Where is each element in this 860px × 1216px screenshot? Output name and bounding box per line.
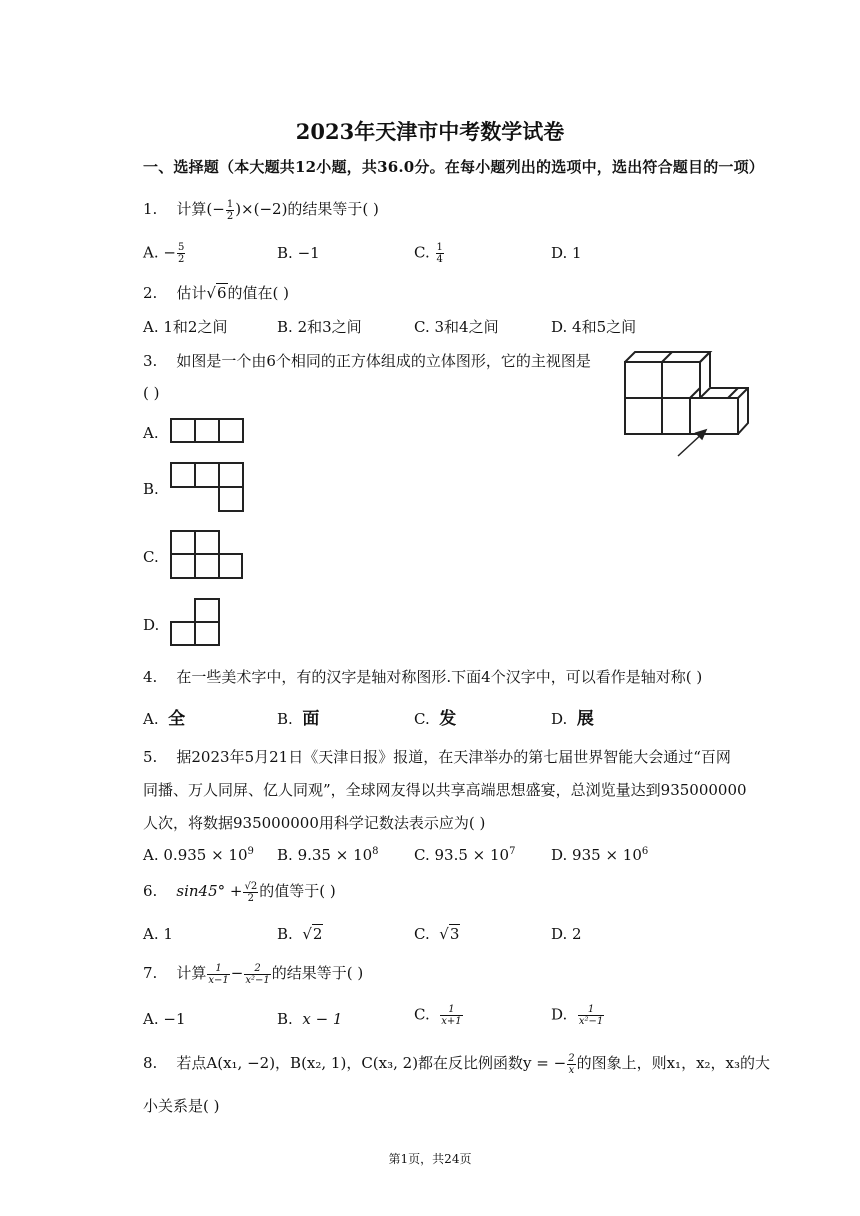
option-c-figure — [170, 530, 245, 580]
option-b: B. −1 — [277, 244, 320, 262]
question-number: 7. — [143, 964, 158, 982]
option-a: A. 1 — [143, 925, 173, 943]
question-6: 6. sin45° + $\frac{√2}{2}$ 的值等于( ) — [143, 880, 336, 904]
option-c: C. 发 — [414, 709, 457, 729]
option-d: D. 展 — [551, 709, 594, 729]
question-8-line2: 小关系是( ) — [143, 1097, 220, 1115]
question-text: 计算(− — [176, 200, 225, 218]
option-b-figure — [170, 462, 245, 514]
question-3-paren: ( ) — [143, 384, 160, 402]
page-footer: 第1页，共24页 — [388, 1152, 472, 1166]
question-number: 8. — [143, 1054, 158, 1072]
option-d: D. 2 — [551, 925, 582, 943]
question-1 — [143, 198, 379, 222]
option-d: D. $935 \times 10^6$ — [551, 846, 649, 864]
question-5: 5. 据2023年5月21日《天津日报》报道，在天津举办的第七届世界智能大会通过“百网 — [143, 748, 731, 766]
question-number: 4. — [143, 668, 158, 686]
question-number: 1. — [143, 200, 158, 218]
option-d: D. 1 — [551, 244, 582, 262]
option-b: B. 2和3之间 — [277, 318, 362, 336]
page-title: 2023年天津市中考数学试卷 — [295, 119, 565, 144]
question-5-line3: 人次，将数据935000000用科学记数法表示应为( ) — [143, 814, 486, 832]
option-d: D. $\frac{1}{\text{x²−1}}$ — [551, 1004, 604, 1027]
question-2: 2. 估计√6的值在( ) — [143, 284, 289, 302]
option-c: C. $93.5 \times 10^7$ — [414, 846, 516, 864]
option-b: B. x − 1 — [277, 1010, 343, 1028]
question-number: 3. — [143, 352, 158, 370]
option-b: B. √2 — [277, 925, 323, 943]
question-4: 4. 在一些美术字中，有的汉字是轴对称图形.下面4个汉字中，可以看作是轴对称( ) — [143, 668, 703, 686]
question-3: 3. 如图是一个由6个相同的正方体组成的立体图形，它的主视图是 — [143, 352, 591, 370]
question-text: )×(−2)的结果等于( ) — [235, 200, 379, 218]
cube-figure — [620, 350, 750, 460]
fraction: $\frac{√2}{2}$ — [244, 880, 258, 904]
option-c: C. $\frac{1}{x+1}$ — [414, 1004, 462, 1027]
question-7: 7. 计算 $\frac{1}{x-1}$ − $\frac{2}{\text{x²−1}}$ 的结果等于( ) — [143, 962, 364, 986]
option-b: B. $9.35 \times 10^8$ — [277, 846, 379, 864]
option-c: C. $\frac{1}{4}$ — [414, 242, 443, 265]
option-a: A. 1和2之间 — [143, 318, 228, 336]
square-root: √6 — [206, 284, 227, 302]
question-number: 6. — [143, 882, 158, 900]
question-5-line2: 同播、万人同屏、亿人同观”，全球网友得以共享高端思想盛宴，总浏览量达到935000000 — [143, 781, 747, 799]
option-a: A. −1 — [143, 1010, 186, 1028]
option-b: B. — [143, 480, 159, 498]
question-number: 2. — [143, 284, 158, 302]
option-c: C. — [143, 548, 159, 566]
option-b: B. 面 — [277, 709, 320, 729]
option-a: A. 全 — [143, 709, 186, 729]
option-c: C. 3和4之间 — [414, 318, 499, 336]
fraction: $\frac{1}{2}$ — [226, 198, 234, 222]
option-a-figure — [170, 418, 245, 444]
option-c: C. √3 — [414, 925, 460, 943]
option-a: A. — [143, 424, 159, 442]
section-heading: 一、选择题（本大题共12小题，共36.0分。在每小题列出的选项中，选出符合题目的一项） — [143, 158, 765, 176]
option-d-figure — [170, 598, 222, 648]
option-a: A. $0.935 \times 10^9$ — [143, 846, 254, 864]
option-a: A. − $\frac{5}{2}$ — [143, 242, 185, 265]
option-d: D. 4和5之间 — [551, 318, 637, 336]
question-number: 5. — [143, 748, 158, 766]
question-8: 8. 若点A(x₁, −2)，B(x₂, 1)，C(x₃, 2)都在反比例函数y = − $\frac{2}{x}$ 的图象上，则x₁，x₂，x₃的大 — [143, 1052, 771, 1076]
option-d: D. — [143, 616, 160, 634]
